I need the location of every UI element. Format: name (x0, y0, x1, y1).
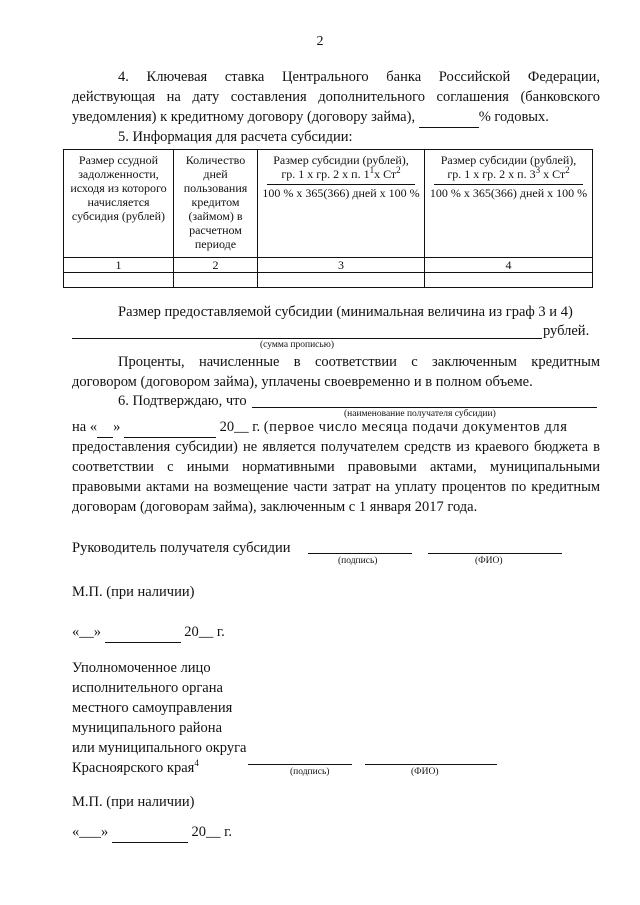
subsidy-unit: рублей. (543, 323, 590, 339)
key-rate-suffix: % годовых. (478, 109, 549, 125)
authorized-fio-line (365, 764, 497, 765)
subsidy-amount-line (72, 338, 542, 339)
confirm-lead: 6. Подтверждаю, что (118, 393, 247, 409)
interest-paid-paragraph: Проценты, начисленные в соответствии с заключенным кредитным договором (договором займа), уплачены своевременно и в полном объеме. (72, 354, 600, 390)
stamp-label-1: М.П. (при наличии) (72, 584, 195, 600)
table-cell: 2 (174, 258, 258, 273)
authorized-person-block: Уполномоченное лицо исполнительного органа местного самоуправления муниципального района или муниципального округа Красноярского края$^4$ (72, 660, 247, 776)
head-signature-label: Руководитель получателя субсидии (72, 540, 291, 556)
recipient-name-caption: (наименование получателя субсидии) (344, 409, 496, 419)
recipient-name-line (252, 407, 597, 408)
subsidy-info-heading: 5. Информация для расчета субсидии: (118, 129, 353, 145)
authorized-sign-caption: (подпись) (290, 767, 330, 777)
head-signature-line (308, 553, 412, 554)
authorized-signature-line (248, 764, 352, 765)
table-cell: 4 (425, 258, 593, 273)
head-sign-caption: (подпись) (338, 556, 378, 566)
date-1: «__» 20__ г. (72, 622, 225, 643)
table-row (64, 273, 593, 288)
table-cell (425, 273, 593, 288)
key-rate-paragraph (72, 67, 600, 128)
col-subsidy-formula-1: Размер субсидии (рублей), гр. 1 х гр. 2 х п. $1^1х$ $Ст^2$ 100 % х 365(366) дней х 100 % (258, 150, 425, 258)
date-2: «___» 20__ г. (72, 822, 232, 843)
subsidy-calculation-table (63, 149, 593, 288)
date-line: на « » 20__ г. (первое число месяца подачи документов для (72, 417, 600, 438)
table-cell (64, 273, 174, 288)
subsidy-size-text: Размер предоставляемой субсидии (минимальная величина из граф 3 и 4) (118, 304, 573, 320)
table-cell: 1 (64, 258, 174, 273)
table-cell: 3 (258, 258, 425, 273)
key-rate-blank (419, 107, 479, 128)
col-loan-debt: Размер ссудной задолженности, исходя из которого начисляется субсидия (рублей) (64, 150, 174, 258)
table-cell (258, 273, 425, 288)
table-cell (174, 273, 258, 288)
col-days: Количество дней пользования кредитом (займом) в расчетном периоде (174, 150, 258, 258)
col-subsidy-formula-2: Размер субсидии (рублей), гр. 1 х гр. 2 х п. $3^3$ х $Ст^2$ 100 % х 365(366) дней х 100 % (425, 150, 593, 258)
key-rate-text: 4. Ключевая ставка Центрального банка Российской Федерации, действующая на дату составления дополнительного соглашения (банковского уведомления) к кредитному договору (договору займа), (72, 69, 600, 125)
head-fio-line (428, 553, 562, 554)
head-fio-caption: (ФИО) (475, 556, 503, 566)
page-number: 2 (316, 34, 324, 49)
stamp-label-2: М.П. (при наличии) (72, 794, 195, 810)
confirm-rest-paragraph: предоставления субсидии) не является получателем средств из краевого бюджета в соответствии с иными нормативными правовыми актами, муниципальными правовыми актами на возмещение части затрат на уплату процентов по кредитным договорам (договорам займа), заключенным с 1 января 2017 года. (72, 439, 600, 515)
amount-in-words-caption: (сумма прописью) (260, 340, 334, 350)
authorized-fio-caption: (ФИО) (411, 767, 439, 777)
table-number-row (64, 258, 593, 273)
table-header-row (64, 150, 593, 258)
